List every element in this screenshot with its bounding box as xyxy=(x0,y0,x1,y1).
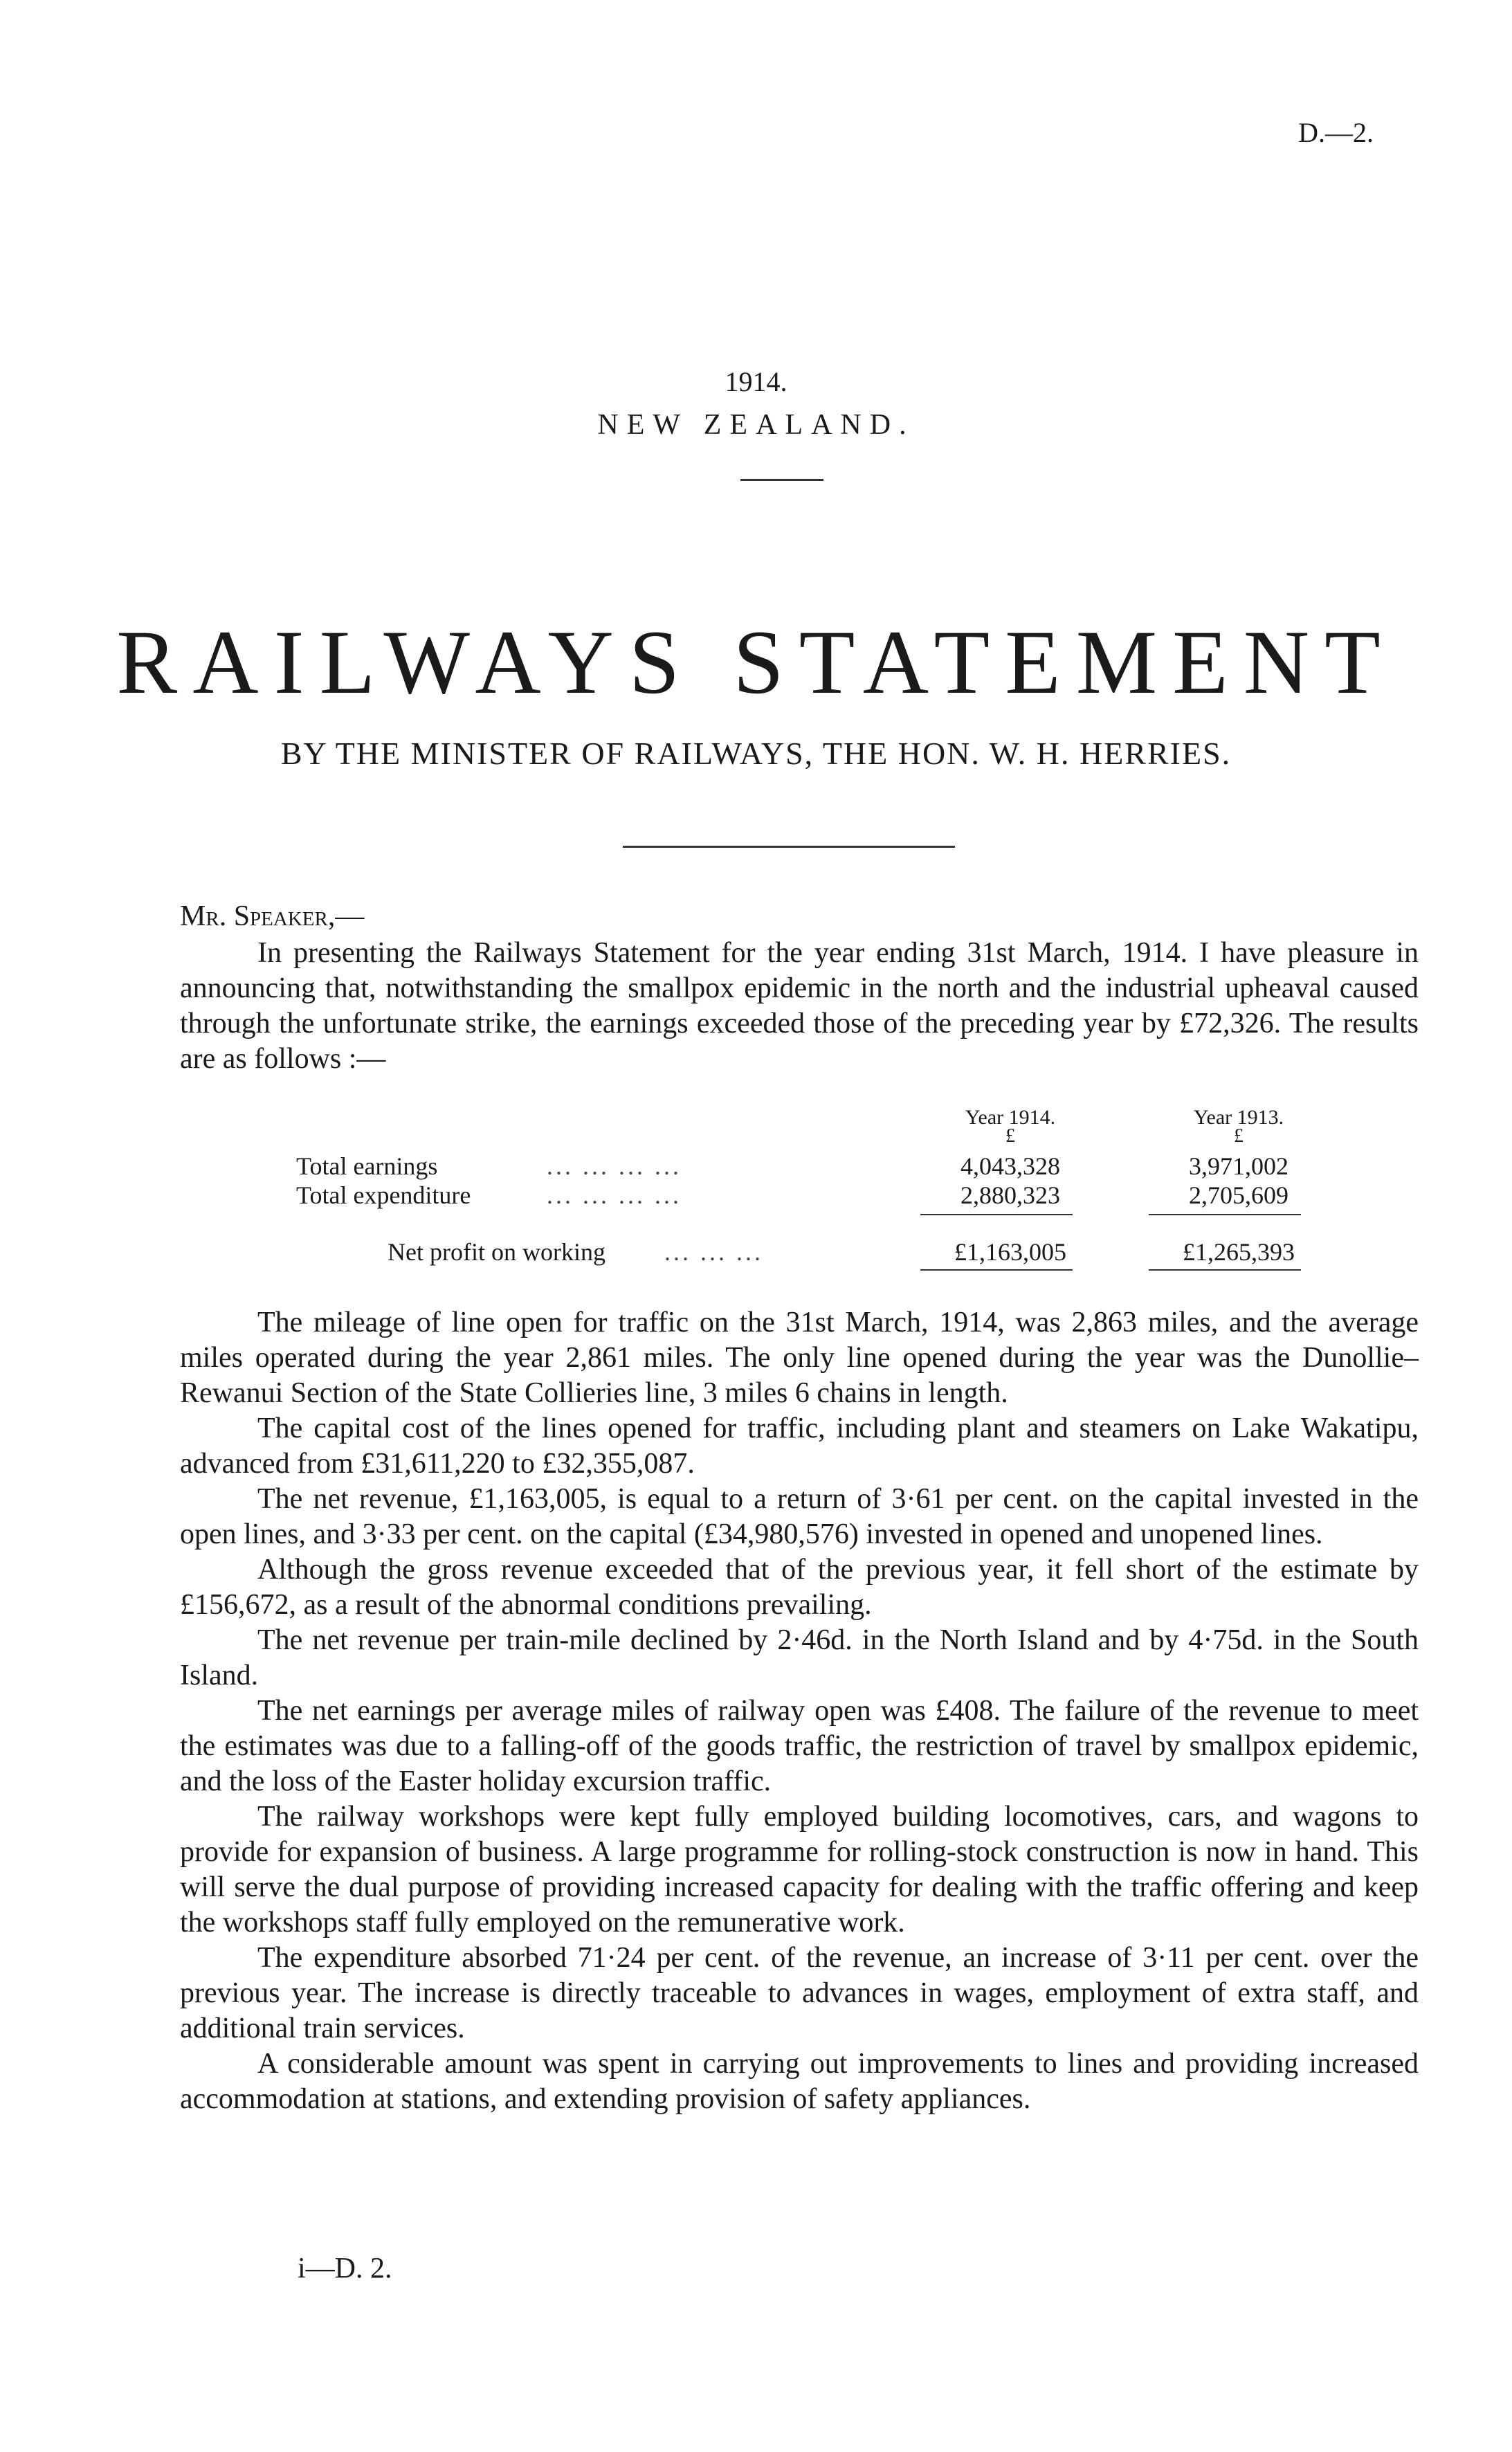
paragraph: The expenditure absorbed 71·24 per cent. of the revenue, an increase of 3·11 per cent. over the previous year. The increase is directly traceable to advances in wages, employment of extra staff, and additional train services. xyxy=(180,1942,1419,2044)
divider xyxy=(740,479,823,481)
document-title: RAILWAYS STATEMENT xyxy=(116,611,1396,713)
total-rule xyxy=(1149,1269,1301,1271)
total-label: Net profit on working xyxy=(388,1238,605,1266)
total-1914: £1,163,005 xyxy=(954,1238,1066,1266)
leader-dots: ... ... ... ... xyxy=(547,1152,682,1180)
document-year: 1914. xyxy=(725,366,787,397)
col-header-1914: Year 1914. xyxy=(965,1106,1056,1129)
country-heading: NEW ZEALAND. xyxy=(597,409,915,441)
total-1913: £1,265,393 xyxy=(1183,1238,1295,1266)
paragraph: The capital cost of the lines opened for traffic, including plant and steamers on Lake Wakatipu, advanced from £31,611,220 to £32,355,087. xyxy=(180,1413,1419,1480)
leader-dots: ... ... ... xyxy=(664,1238,763,1266)
leader-dots: ... ... ... ... xyxy=(547,1181,682,1209)
sum-rule xyxy=(920,1214,1073,1215)
paragraph: The mileage of line open for traffic on the 31st March, 1914, was 2,863 miles, and the average miles operated during the year 2,861 miles. The only line opened during the year was the Dunollie–Rewanui Section of the State Collieries line, 3 miles 6 chains in length. xyxy=(180,1307,1419,1409)
paragraph: The net revenue per train-mile declined by 2·46d. in the North Island and by 4·75d. in the South Island. xyxy=(180,1624,1419,1691)
salutation: Mr. Speaker,— xyxy=(180,900,365,932)
total-rule xyxy=(920,1269,1073,1271)
paragraph: The railway workshops were kept fully employed building locomotives, cars, and wagons to provide for expansion of business. A large programme for rolling-stock construction is now in hand. This will serve the dual purpose of providing increased capacity for dealing with the traffic offering and keep the workshops staff fully employed on the remunerative work. xyxy=(180,1801,1419,1938)
table-total-row xyxy=(180,1237,1419,1266)
row-label: Total earnings xyxy=(296,1152,438,1180)
paragraph: A considerable amount was spent in carrying out improvements to lines and providing increased accommodation at stations, and extending provision of safety appliances. xyxy=(180,2048,1419,2115)
document-subtitle: BY THE MINISTER OF RAILWAYS, THE HON. W. H. HERRIES. xyxy=(280,736,1232,771)
page-signature: i—D. 2. xyxy=(298,2253,392,2285)
paragraph: Although the gross revenue exceeded that of the previous year, it fell short of the estimate by £156,672, as a result of the abnormal conditions prevailing. xyxy=(180,1554,1419,1621)
table-row xyxy=(180,1181,1419,1209)
table-row xyxy=(180,1152,1419,1180)
value-1914: 4,043,328 xyxy=(960,1152,1060,1180)
value-1914: 2,880,323 xyxy=(960,1181,1060,1209)
paragraph: The net earnings per average miles of railway open was £408. The failure of the revenue to meet the estimates was due to a falling-off of the goods traffic, the restriction of travel by smallpox epidemic, and the loss of the Easter holiday excursion traffic. xyxy=(180,1695,1419,1797)
currency-symbol: £ xyxy=(1005,1125,1015,1147)
value-1913: 2,705,609 xyxy=(1189,1181,1288,1209)
intro-paragraph: In presenting the Railways Statement for the year ending 31st March, 1914. I have pleasure in announcing that, notwithstanding the smallpox epidemic in the north and the industrial upheaval caused through the unfortunate strike, the earnings exceeded those of the preceding year by £72,326. The results are as follows :— xyxy=(180,937,1419,1075)
divider xyxy=(623,846,955,848)
col-header-1913: Year 1913. xyxy=(1193,1106,1284,1129)
row-label: Total expenditure xyxy=(296,1181,471,1209)
document-reference: D.—2. xyxy=(1298,117,1374,148)
currency-symbol: £ xyxy=(1234,1125,1244,1147)
value-1913: 3,971,002 xyxy=(1189,1152,1288,1180)
body-text xyxy=(180,1305,1419,2117)
paragraph: The net revenue, £1,163,005, is equal to a return of 3·61 per cent. on the capital invested in the open lines, and 3·33 per cent. on the capital (£34,980,576) invested in opened and unopened lines. xyxy=(180,1483,1419,1550)
sum-rule xyxy=(1149,1214,1301,1215)
